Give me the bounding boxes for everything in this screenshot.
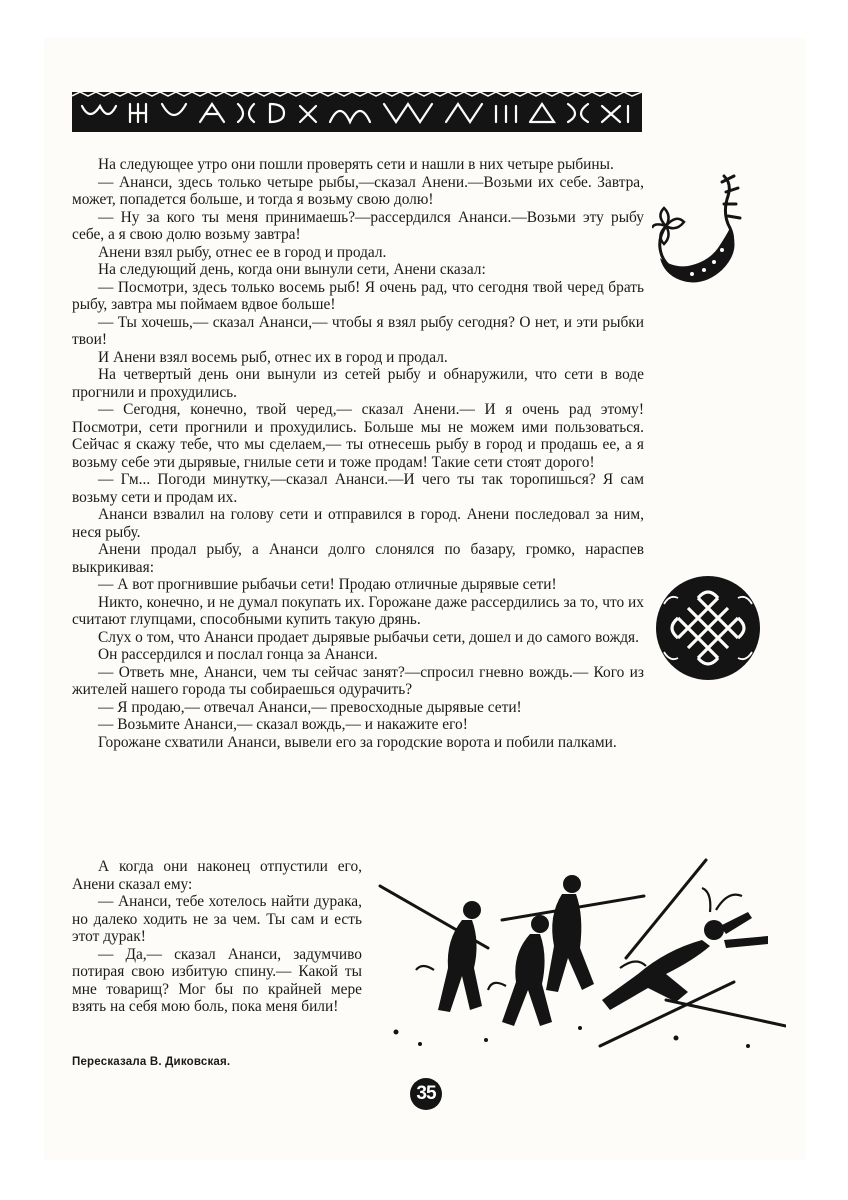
dancing-figures-illustration	[376, 850, 786, 1060]
story-text	[72, 156, 644, 751]
knot-ornament-illustration	[654, 574, 762, 682]
paragraph: Анени взял рыбу, отнес ее в город и продал.	[98, 243, 387, 261]
paragraph: — А вот прогнившие рыбачьи сети! Продаю отличные дырявые сети!	[98, 576, 557, 593]
paragraph: — Ананси, тебе хотелось найти дурака, но далеко ходить не за чем. Ты сам и есть этот дурак!	[72, 893, 362, 945]
paragraph: Анени продал рыбу, а Ананси долго слонялся по базару, громко, нараспев выкрикивая:	[72, 541, 644, 576]
paragraph: Он рассердился и послал гонца за Ананси.	[98, 646, 378, 663]
paragraph: — Ты хочешь,— сказал Ананси,— чтобы я взял рыбу сегодня? О нет, и эти рыбки твои!	[72, 313, 644, 348]
paragraph: Ананси взвалил на голову сети и отправился в город. Анени последовал за ним, неся рыбу.	[72, 506, 644, 541]
paragraph: — Возьмите Ананси,— сказал вождь,— и накажите его!	[98, 716, 468, 733]
paragraph: А когда они наконец отпустили его, Анени сказал ему:	[72, 858, 362, 893]
paragraph: — Да,— сказал Ананси, задумчиво потирая свою избитую спину.— Какой ты мне товарищ? Мог бы по крайней мере взять на себя мою боль, пока меня били!	[72, 945, 362, 1015]
author-credit: Пересказала В. Диковская.	[72, 1056, 231, 1068]
story-text-ending	[72, 858, 362, 1016]
paragraph: — Ананси, здесь только четыре рыбы,—сказал Анени.—Возьми их себе. Завтра, может, попадется больше, и тогда я возьму свою долю!	[72, 173, 644, 208]
paragraph: И Анени взял восемь рыб, отнес их в город и продал.	[98, 348, 448, 366]
paragraph: На следующий день, когда они вынули сети, Анени сказал:	[98, 261, 486, 278]
paragraph: — Сегодня, конечно, твой черед,— сказал Анени.— И я очень рад этому! Посмотри, сети прогнили и прохудились. Больше мы не можем ими пользоваться. Сейчас я скажу тебе, что мы сделаем,— ты отнесешь рыбу в город и продашь ее, а я возьму себе эти дырявые, гнилые сети и тоже продам! Такие сети стоят дорого!	[72, 401, 644, 471]
paragraph: — Гм... Погоди минутку,—сказал Ананси.—И чего ты так торопишься? Я сам возьму сети и продам их.	[72, 471, 644, 506]
paragraph: — Я продаю,— отвечал Ананси,— превосходные дырявые сети!	[98, 698, 522, 716]
paragraph: Слух о том, что Ананси продает дырявые рыбачьи сети, дошел и до самого вождя.	[98, 628, 639, 646]
paragraph: Никто, конечно, и не думал покупать их. Горожане даже рассердились за то, что их считают глупцами, способными купить такую дрянь.	[72, 593, 644, 628]
paragraph: На следующее утро они пошли проверять сети и нашли в них четыре рыбины.	[98, 156, 614, 173]
ornamental-header-banner	[72, 92, 642, 132]
paragraph: — Посмотри, здесь только восемь рыб! Я очень рад, что сегодня твой черед брать рыбу, завтра мы поймаем вдвое больше!	[72, 278, 644, 313]
lizard-ornament-illustration	[652, 170, 752, 300]
paragraph: На четвертый день они вынули из сетей рыбу и обнаружили, что сети в воде прогнили и прохудились.	[72, 366, 644, 401]
paragraph: — Ну за кого ты меня принимаешь?—рассердился Ананси.—Возьми эту рыбу себе, а я свою долю возьму завтра!	[72, 208, 644, 243]
page-number: 35	[410, 1078, 442, 1110]
paragraph: Горожане схватили Ананси, вывели его за городские ворота и побили палками.	[98, 733, 617, 751]
paragraph: — Ответь мне, Ананси, чем ты сейчас занят?—спросил гневно вождь.— Кого из жителей нашего города ты собираешься одурачить?	[72, 663, 644, 698]
